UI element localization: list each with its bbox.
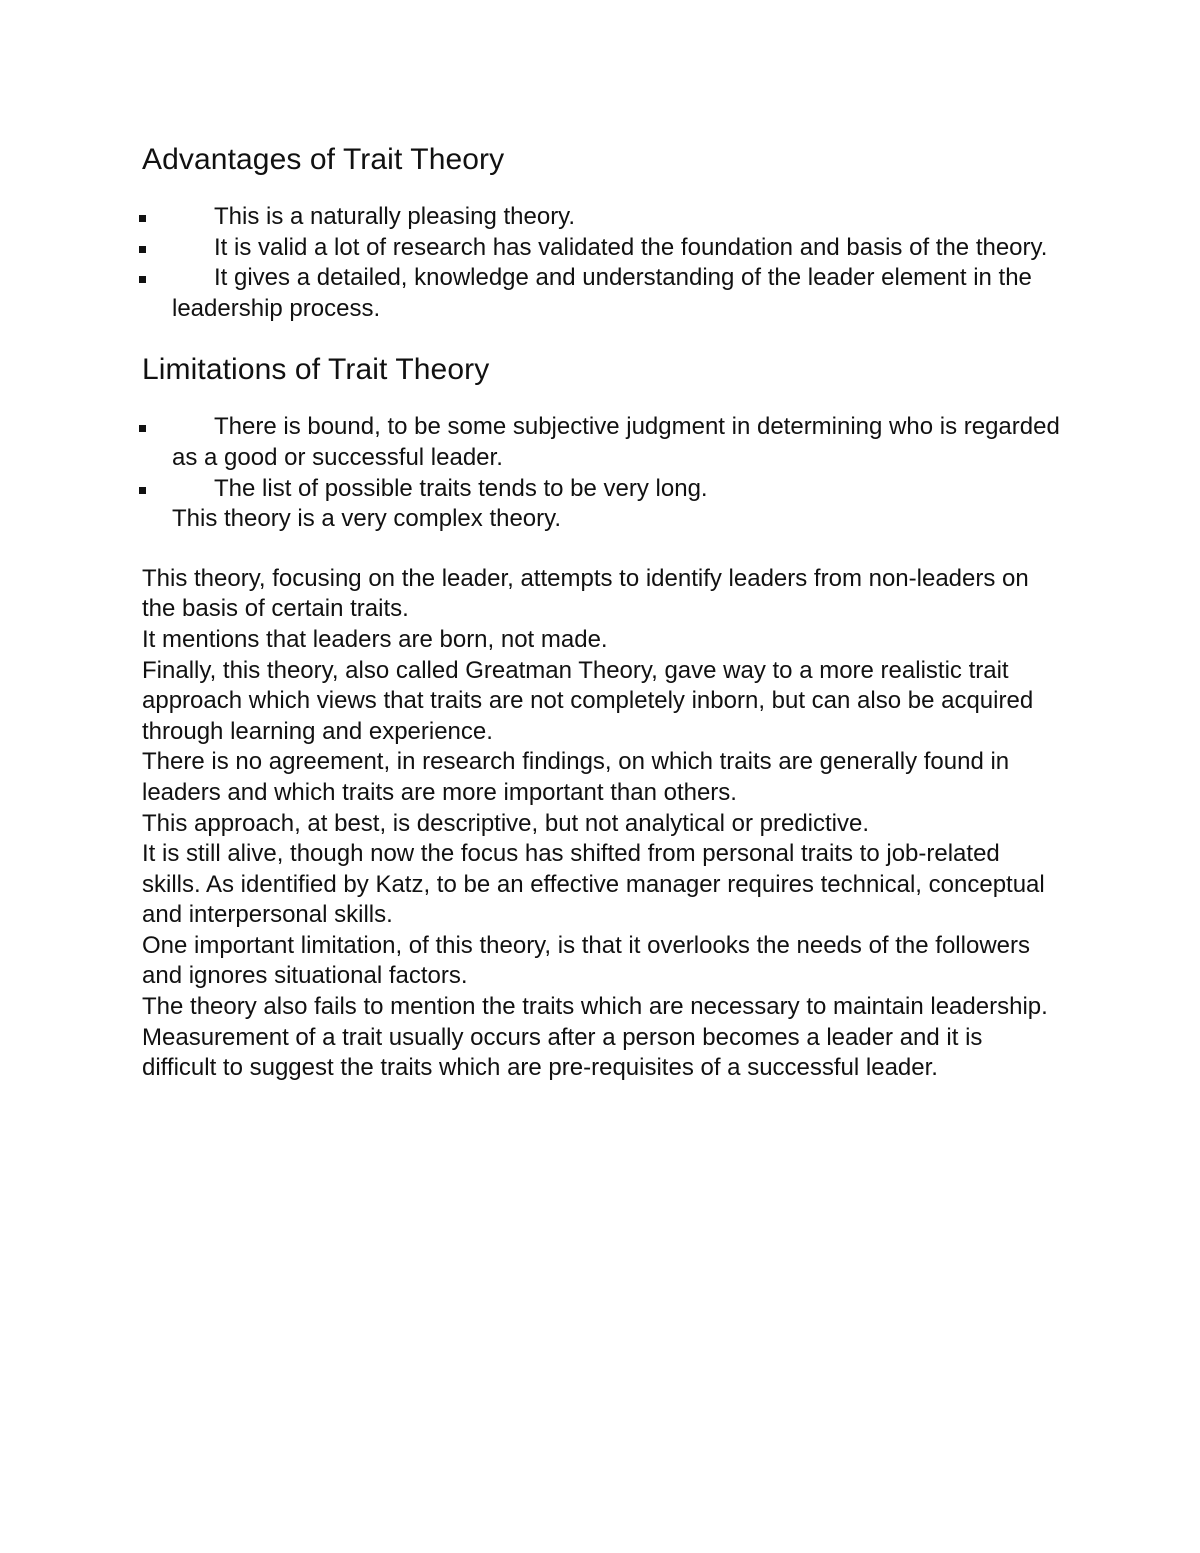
body-paragraph: It is still alive, though now the focus has shifted from personal traits to job-related skills. As identified by Katz, to be an effective manager requires technical, conceptual and interpersonal skills. [142, 840, 1045, 929]
advantages-heading: Advantages of Trait Theory [142, 143, 505, 176]
body-paragraph: Measurement of a trait usually occurs after a person becomes a leader and it is difficult to suggest the traits which are pre-requisites of a successful leader. [142, 1023, 983, 1082]
list-item-text: It gives a detailed, knowledge and understanding of the leader element in the leadership process. [172, 264, 1032, 322]
complexity-note: This theory is a very complex theory. [172, 505, 562, 533]
list-item [142, 202, 1062, 233]
limitations-list [142, 412, 1062, 504]
body-paragraph: The theory also fails to mention the traits which are necessary to maintain leadership. [142, 993, 1048, 1021]
square-bullet-icon [139, 246, 146, 253]
list-item-text: There is bound, to be some subjective judgment in determining who is regarded as a good or successful leader. [172, 413, 1060, 471]
body-text [142, 564, 1062, 1084]
list-item-text: The list of possible traits tends to be very long. [214, 474, 708, 502]
list-item [142, 263, 1062, 324]
list-item-text: This is a naturally pleasing theory. [214, 203, 576, 230]
body-paragraph: There is no agreement, in research findings, on which traits are generally found in leaders and which traits are more important than others. [142, 748, 1010, 806]
limitations-heading: Limitations of Trait Theory [142, 353, 490, 387]
document-page [142, 140, 1062, 1084]
advantages-list [142, 202, 1062, 324]
list-item [142, 474, 1062, 505]
body-paragraph: Finally, this theory, also called Greatman Theory, gave way to a more realistic trait approach which views that traits are not completely inborn, but can also be acquired through learning and experience. [142, 656, 1034, 745]
body-paragraph: It mentions that leaders are born, not made. [142, 625, 608, 653]
body-paragraph: This approach, at best, is descriptive, but not analytical or predictive. [142, 809, 870, 837]
list-item-text: It is valid a lot of research has validated the foundation and basis of the theory. [214, 233, 1048, 261]
square-bullet-icon [139, 425, 146, 432]
square-bullet-icon [139, 215, 146, 222]
body-paragraph: This theory, focusing on the leader, attempts to identify leaders from non-leaders on the basis of certain traits. [142, 564, 1029, 623]
list-item [142, 412, 1062, 473]
body-paragraph: One important limitation, of this theory, is that it overlooks the needs of the followers and ignores situational factors. [142, 931, 1030, 990]
square-bullet-icon [139, 276, 146, 283]
list-item [142, 233, 1062, 264]
square-bullet-icon [139, 487, 146, 494]
